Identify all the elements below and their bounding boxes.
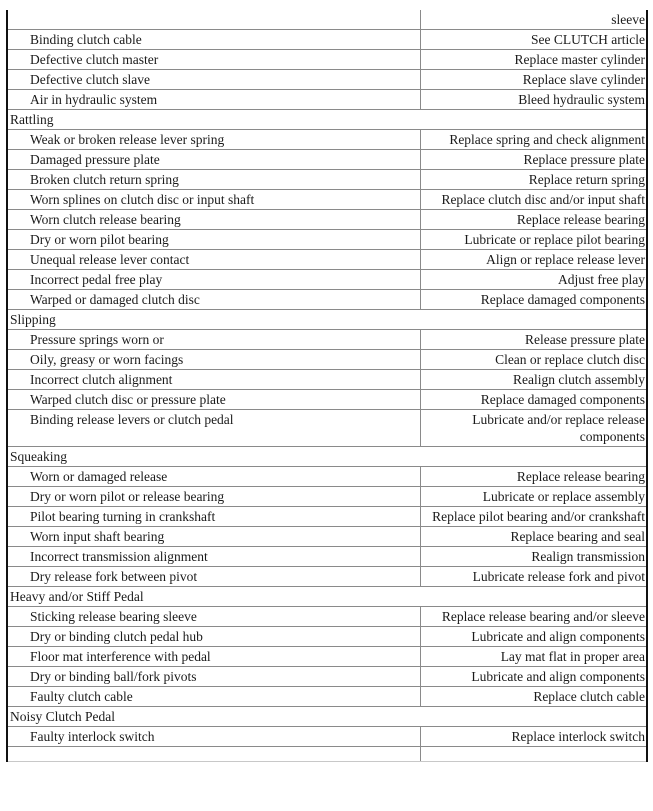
cause-cell: Incorrect transmission alignment [7,547,420,567]
fix-cell: Realign clutch assembly [420,370,647,390]
table-row [7,527,647,547]
fix-cell: Adjust free play [420,270,647,290]
table-row [7,50,647,70]
table-row [7,190,647,210]
fix-cell: Replace release bearing [420,210,647,230]
fix-cell: Replace damaged components [420,290,647,310]
table-row [7,410,647,447]
category-row [7,110,647,130]
cause-cell: Dry or worn pilot bearing [7,230,420,250]
fix-cell: Lubricate or replace assembly [420,487,647,507]
fix-cell: Bleed hydraulic system [420,90,647,110]
cause-cell: Faulty interlock switch [7,727,420,747]
table-row [7,667,647,687]
table-row-continuation [7,10,647,30]
category-row [7,587,647,607]
category-label: Heavy and/or Stiff Pedal [7,587,647,607]
fix-cell: Replace return spring [420,170,647,190]
fix-cell: Replace interlock switch [420,727,647,747]
table-row [7,70,647,90]
fix-cell: Lubricate or replace pilot bearing [420,230,647,250]
table-row [7,130,647,150]
fix-cell: Replace bearing and seal [420,527,647,547]
table-row [7,170,647,190]
fix-cell: Release pressure plate [420,330,647,350]
cause-cell: Incorrect pedal free play [7,270,420,290]
cause-cell: Worn input shaft bearing [7,527,420,547]
table-row [7,30,647,50]
cause-cell: Sticking release bearing sleeve [7,607,420,627]
cause-cell: Oily, greasy or worn facings [7,350,420,370]
table-row [7,467,647,487]
table-row [7,350,647,370]
table-row [7,607,647,627]
cause-cell: Unequal release lever contact [7,250,420,270]
fix-cell: Replace damaged components [420,390,647,410]
table-row [7,727,647,747]
fix-cell: Lubricate and align components [420,627,647,647]
fix-cell: See CLUTCH article [420,30,647,50]
cause-cell: Dry or binding clutch pedal hub [7,627,420,647]
fix-cell: Lubricate and/or replace release components [420,410,647,447]
cause-cell: Defective clutch master [7,50,420,70]
category-label: Squeaking [7,447,647,467]
cause-cell: Broken clutch return spring [7,170,420,190]
cause-cell: Worn splines on clutch disc or input shaft [7,190,420,210]
table-row [7,647,647,667]
table-row [7,547,647,567]
cause-cell: Binding clutch cable [7,30,420,50]
fix-cell: Replace spring and check alignment [420,130,647,150]
table-row [7,370,647,390]
fix-cell: Replace slave cylinder [420,70,647,90]
fix-cell: Replace master cylinder [420,50,647,70]
cause-cell: Damaged pressure plate [7,150,420,170]
table-row-empty [7,747,647,762]
table-row [7,487,647,507]
fix-cell: Lubricate and align components [420,667,647,687]
cause-cell [7,747,420,762]
table-row [7,627,647,647]
cause-cell: Warped clutch disc or pressure plate [7,390,420,410]
cause-cell: Dry or worn pilot or release bearing [7,487,420,507]
category-label: Noisy Clutch Pedal [7,707,647,727]
table-row [7,230,647,250]
table-row [7,210,647,230]
table-row [7,150,647,170]
clutch-diagnosis-table-container [6,10,646,762]
cause-cell: Worn clutch release bearing [7,210,420,230]
table-row [7,507,647,527]
table-row [7,290,647,310]
cause-cell: Defective clutch slave [7,70,420,90]
fix-cell: Lay mat flat in proper area [420,647,647,667]
fix-cell: Replace release bearing and/or sleeve [420,607,647,627]
cause-cell: Weak or broken release lever spring [7,130,420,150]
fix-cell: Clean or replace clutch disc [420,350,647,370]
table-row [7,90,647,110]
clutch-diagnosis-table [6,10,648,762]
cause-cell: Floor mat interference with pedal [7,647,420,667]
fix-cell: Replace clutch cable [420,687,647,707]
fix-cell: sleeve [420,10,647,30]
table-row [7,270,647,290]
table-row [7,250,647,270]
fix-cell: Replace release bearing [420,467,647,487]
cause-cell: Faulty clutch cable [7,687,420,707]
category-label: Slipping [7,310,647,330]
fix-cell [420,747,647,762]
cause-cell: Dry release fork between pivot [7,567,420,587]
cause-cell [7,10,420,30]
cause-cell: Dry or binding ball/fork pivots [7,667,420,687]
category-label: Rattling [7,110,647,130]
cause-cell: Air in hydraulic system [7,90,420,110]
cause-cell: Pilot bearing turning in crankshaft [7,507,420,527]
fix-cell: Replace pilot bearing and/or crankshaft [420,507,647,527]
table-row [7,390,647,410]
category-row [7,310,647,330]
category-row [7,447,647,467]
fix-cell: Align or replace release lever [420,250,647,270]
cause-cell: Worn or damaged release [7,467,420,487]
cause-cell: Incorrect clutch alignment [7,370,420,390]
fix-cell: Replace pressure plate [420,150,647,170]
cause-cell: Binding release levers or clutch pedal [7,410,420,447]
fix-cell: Lubricate release fork and pivot [420,567,647,587]
table-row [7,567,647,587]
fix-cell: Replace clutch disc and/or input shaft [420,190,647,210]
table-row [7,330,647,350]
cause-cell: Warped or damaged clutch disc [7,290,420,310]
category-row [7,707,647,727]
table-row [7,687,647,707]
cause-cell: Pressure springs worn or [7,330,420,350]
fix-cell: Realign transmission [420,547,647,567]
